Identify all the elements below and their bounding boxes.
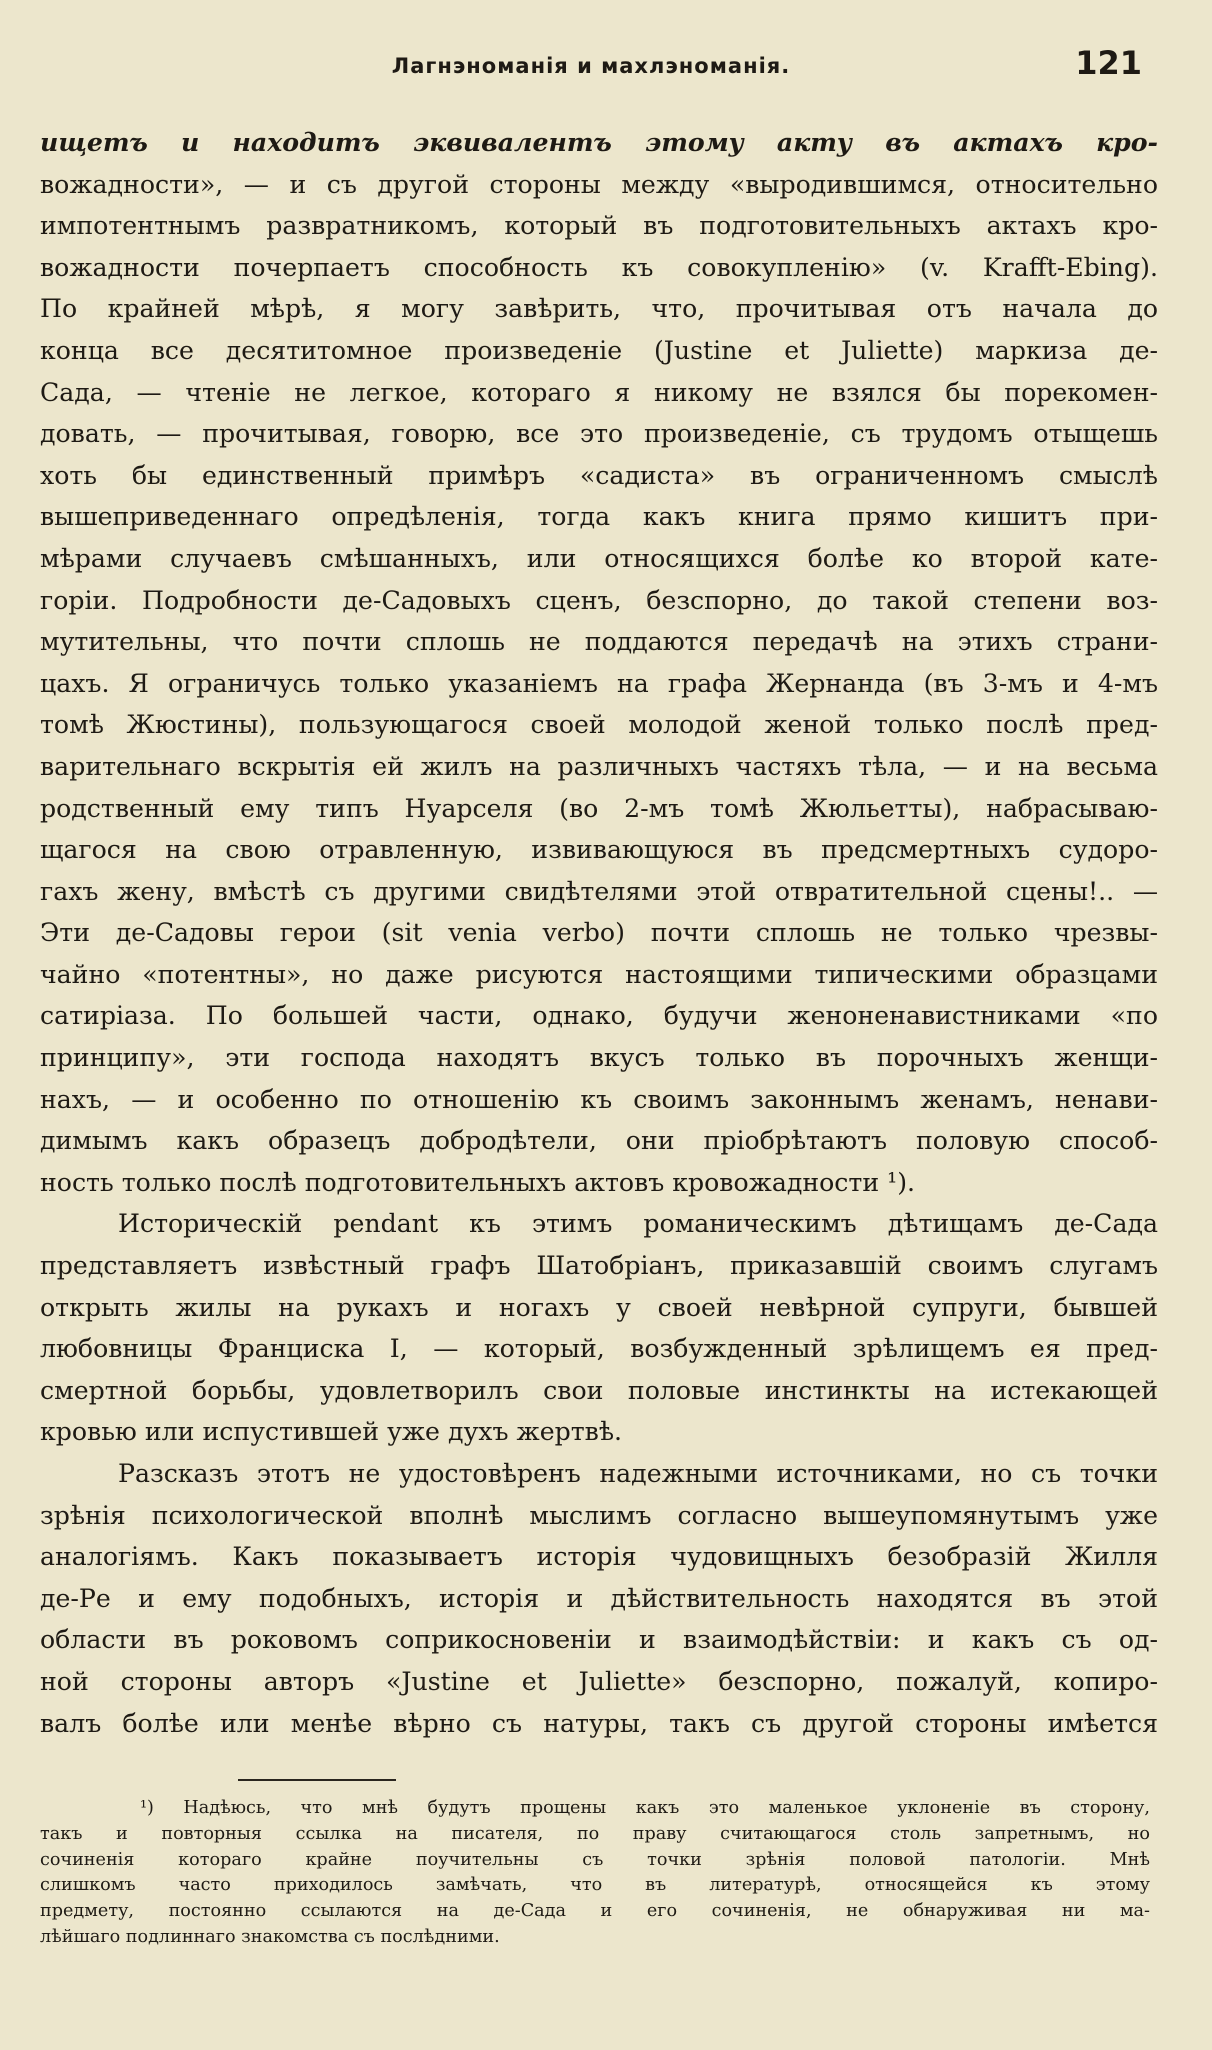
text-line: горіи. Подробности де-Садовыхъ сценъ, безспорно, до такой степени воз- [40, 585, 1158, 615]
text-line: де-Ре и ему подобныхъ, исторія и дѣйствительность находятся въ этой [40, 1583, 1158, 1613]
footnote-divider [238, 1779, 396, 1781]
text-line: чайно «потентны», но даже рисуются настоящими типическими образцами [40, 959, 1158, 989]
text-line: вышеприведеннаго опредѣленія, тогда какъ книга прямо кишитъ при- [40, 502, 1158, 532]
text-line: мѣрами случаевъ смѣшанныхъ, или относящихся болѣе ко второй кате- [40, 543, 1158, 573]
text-line: смертной борьбы, удовлетворилъ свои половые инстинкты на истекающей [40, 1375, 1158, 1405]
footnote [40, 1796, 1150, 1951]
text-line: области въ роковомъ соприкосновеніи и взаимодѣйствіи: и какъ съ од- [40, 1625, 1158, 1655]
text-line: сатиріаза. По большей части, однако, будучи женоненавистниками «по [40, 1001, 1158, 1031]
text-line: цахъ. Я ограничусь только указаніемъ на графа Жернанда (въ 3-мъ и 4-мъ [40, 668, 1158, 698]
footnote-line: сочиненія котораго крайне поучительны съ точки зрѣнія половой патологіи. Мнѣ [40, 1849, 1150, 1870]
text-line: любовницы Франциска I, — который, возбужденный зрѣлищемъ ея пред- [40, 1334, 1158, 1364]
body-text [40, 122, 1158, 1744]
text-line: ной стороны авторъ «Justine et Juliette» безспорно, пожалуй, копиро- [40, 1666, 1158, 1696]
text-line: родственный ему типъ Нуарселя (во 2-мъ томѣ Жюльетты), набрасываю- [40, 793, 1158, 823]
text-line: зрѣнія психологической вполнѣ мыслимъ согласно вышеупомянутымъ уже [40, 1500, 1158, 1530]
text-line: По крайней мѣрѣ, я могу завѣрить, что, прочитывая отъ начала до [40, 294, 1158, 324]
footnote-line: ¹) Надѣюсь, что мнѣ будутъ прощены какъ это маленькое уклоненіе въ сторону, [140, 1798, 1150, 1818]
text-line: димымъ какъ образецъ добродѣтели, они пріобрѣтаютъ половую способ- [40, 1126, 1158, 1156]
text-line: аналогіямъ. Какъ показываетъ исторія чудовищныхъ безобразій Жилля [40, 1542, 1158, 1572]
text-line: импотентнымъ развратникомъ, который въ подготовительныхъ актахъ кро- [40, 211, 1158, 241]
footnote-line: слишкомъ часто приходилось замѣчать, что въ литературѣ, относящейся къ этому [40, 1875, 1150, 1896]
footnote-line: предмету, постоянно ссылаются на де-Сада и его сочиненія, не обнаруживая ни ма- [40, 1901, 1150, 1922]
text-line: вожадности почерпаетъ способность къ совокупленію» (v. Krafft-Ebing). [40, 252, 1158, 282]
text-line: ность только послѣ подготовительныхъ актовъ кровожадности ¹). [40, 1167, 916, 1197]
text-line: представляетъ извѣстный графъ Шатобріанъ, приказавшій своимъ слугамъ [40, 1251, 1158, 1281]
running-head [40, 44, 1142, 94]
text-line: довать, — прочитывая, говорю, все это произведеніе, съ трудомъ отыщешь [40, 419, 1158, 449]
text-line: щагося на свою отравленную, извивающуюся въ предсмертныхъ судоро- [40, 835, 1158, 865]
text-line: ищетъ и находитъ эквивалентъ этому акту въ актахъ кро- [40, 127, 1158, 157]
text-line: Сада, — чтеніе не легкое, котораго я никому не взялся бы порекомен- [40, 377, 1158, 407]
text-line: валъ болѣе или менѣе вѣрно съ натуры, такъ съ другой стороны имѣется [40, 1708, 1158, 1738]
footnote-line: такъ и повторныя ссылка на писателя, по праву считающагося столь запретнымъ, но [40, 1823, 1150, 1844]
text-line: конца все десятитомное произведеніе (Justine et Juliette) маркиза де- [40, 335, 1158, 365]
text-line: Разсказъ этотъ не удостовѣренъ надежными источниками, но съ точки [118, 1459, 1158, 1488]
text-line: кровью или испустившей уже духъ жертвѣ. [40, 1417, 623, 1447]
text-line: гахъ жену, вмѣстѣ съ другими свидѣтелями этой отвратительной сцены!.. — [40, 876, 1158, 906]
footnote-line: лѣйшаго подлиннаго знакомства съ послѣдними. [40, 1926, 500, 1947]
running-title: Лагнэноманія и махлэноманія. [391, 54, 791, 78]
text-line: Историческій pendant къ этимъ романическимъ дѣтищамъ де-Сада [118, 1209, 1158, 1239]
page-number: 121 [1075, 44, 1142, 82]
text-line: хоть бы единственный примѣръ «садиста» въ ограниченномъ смыслѣ [40, 460, 1158, 490]
text-line: открыть жилы на рукахъ и ногахъ у своей невѣрной супруги, бывшей [40, 1292, 1158, 1322]
text-line: Эти де-Садовы герои (sit venia verbo) почти сплошь не только чрезвы- [40, 918, 1158, 948]
text-line: варительнаго вскрытія ей жилъ на различныхъ частяхъ тѣла, — и на весьма [40, 751, 1158, 781]
text-line: томѣ Жюстины), пользующагося своей молодой женой только послѣ пред- [40, 710, 1158, 740]
text-line: нахъ, — и особенно по отношенію къ своимъ законнымъ женамъ, ненави- [40, 1084, 1158, 1114]
text-line: вожадности», — и съ другой стороны между «выродившимся, относительно [40, 169, 1158, 199]
text-line: принципу», эти господа находятъ вкусъ только въ порочныхъ женщи- [40, 1043, 1158, 1073]
text-line: мутительны, что почти сплошь не поддаются передачѣ на этихъ страни- [40, 627, 1158, 657]
